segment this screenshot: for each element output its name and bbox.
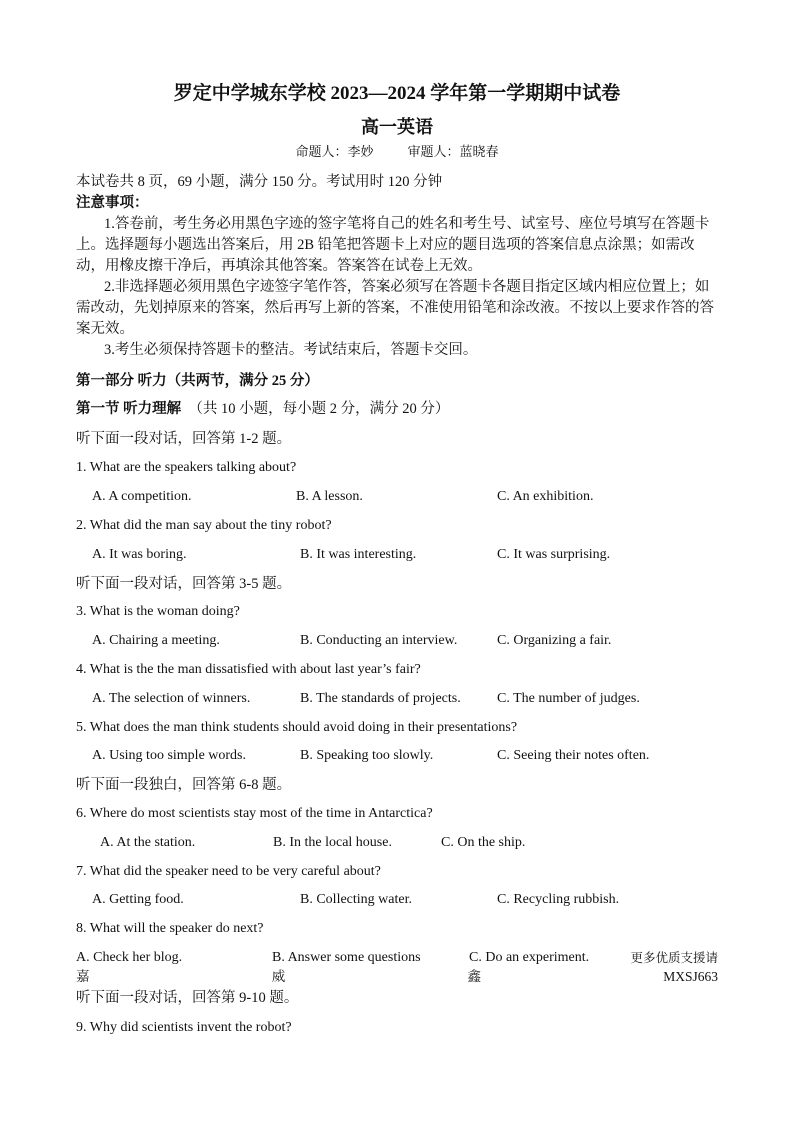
q8-option-c[interactable]: C. Do an experiment. [469,950,590,965]
q6-option-b[interactable]: B. In the local house. [273,835,392,850]
question-9: 9. Why did scientists invent the robot? [76,1020,292,1035]
group-instruction-4: 听下面一段对话，回答第 9-10 题。 [76,990,299,1006]
promo-chars-row [76,968,718,986]
promo-code: MXSJ663 [663,969,718,984]
q5-option-b[interactable]: B. Speaking too slowly. [300,748,434,763]
q7-option-b[interactable]: B. Collecting water. [300,892,412,907]
q3-option-b[interactable]: B. Conducting an interview. [300,633,458,648]
group-instruction-2: 听下面一段对话，回答第 3-5 题。 [76,576,292,592]
promo-char-2: 威 [271,969,286,984]
q4-option-b[interactable]: B. The standards of projects. [300,691,461,706]
group-instruction-1: 听下面一段对话，回答第 1-2 题。 [76,431,292,447]
notice-1-text: 1.答卷前，考生务必用黑色字迹的签字笔将自己的姓名和考生号、试室号、座位号填写在答题卡上。选择题每小题选出答案后，用 2B 铅笔把答题卡上对应的题目选项的答案信息点涂黑；如需改动，用橡皮擦干净后，再填涂其他答案。答案答在试卷上无效。 [76,216,710,274]
question-8: 8. What will the speaker do next? [76,921,264,936]
q6-option-a[interactable]: A. At the station. [100,835,196,850]
question-1: 1. What are the speakers talking about? [76,460,297,475]
q4-option-c[interactable]: C. The number of judges. [497,691,640,706]
question-5: 5. What does the man think students should avoid doing in their presentations? [76,720,518,735]
q8-option-b[interactable]: B. Answer some questions [272,950,421,965]
section-1-desc: （共 10 小题，每小题 2 分，满分 20 分） [188,401,450,417]
setter: 命题人：李妙 [295,144,374,159]
q5-option-c[interactable]: C. Seeing their notes often. [497,748,650,763]
notice-2-text: 2.非选择题必须用黑色字迹签字笔作答，答案必须写在答题卡各题目指定区域内相应位置上；如需改动，先划掉原来的答案，然后再写上新的答案，不准使用铅笔和涂改液。不按以上要求作答的答案无效。 [76,279,714,337]
group-instruction-3: 听下面一段独白，回答第 6-8 题。 [76,777,292,793]
reviewer: 审题人：蓝晓春 [407,144,499,159]
q8-option-a[interactable]: A. Check her blog. [76,950,183,965]
question-7: 7. What did the speaker need to be very careful about? [76,864,381,879]
promo-char-3: 鑫 [467,969,481,984]
q3-option-c[interactable]: C. Organizing a fair. [497,633,612,648]
question-2: 2. What did the man say about the tiny robot? [76,518,332,533]
q4-option-a[interactable]: A. The selection of winners. [92,691,251,706]
q6-option-c[interactable]: C. On the ship. [441,835,526,850]
question-3: 3. What is the woman doing? [76,604,240,619]
promo-char-1: 嘉 [76,969,90,984]
notice-3 [76,340,718,361]
notice-1 [76,214,718,277]
page-subtitle: 高一英语 [361,117,433,137]
part-1-heading: 第一部分 听力（共两节，满分 25 分） [76,373,319,389]
q2-option-a[interactable]: A. It was boring. [92,547,187,562]
section-1-label: 第一节 听力理解 [76,401,182,417]
notice-2 [76,277,718,340]
q1-option-c[interactable]: C. An exhibition. [497,489,594,504]
question-6: 6. Where do most scientists stay most of the time in Antarctica? [76,806,433,821]
q7-option-a[interactable]: A. Getting food. [92,892,184,907]
exam-intro: 本试卷共 8 页，69 小题，满分 150 分。考试用时 120 分钟 [76,174,443,190]
promo-text: 更多优质支援请 [630,950,718,965]
q2-option-c[interactable]: C. It was surprising. [497,547,611,562]
q7-option-c[interactable]: C. Recycling rubbish. [497,892,620,907]
q5-option-a[interactable]: A. Using too simple words. [92,748,246,763]
page-title: 罗定中学城东学校 2023—2024 学年第一学期期中试卷 [173,83,621,104]
q1-option-a[interactable]: A. A competition. [92,489,192,504]
q2-option-b[interactable]: B. It was interesting. [300,547,417,562]
notice-3-text: 3.考生必须保持答题卡的整洁。考试结束后，答题卡交回。 [104,342,478,358]
question-4: 4. What is the the man dissatisfied with about last year’s fair? [76,662,421,677]
q3-option-a[interactable]: A. Chairing a meeting. [92,633,220,648]
author-line [0,142,794,162]
notice-title: 注意事项： [76,195,149,211]
section-1-heading [76,399,718,419]
q1-option-b[interactable]: B. A lesson. [296,489,363,504]
